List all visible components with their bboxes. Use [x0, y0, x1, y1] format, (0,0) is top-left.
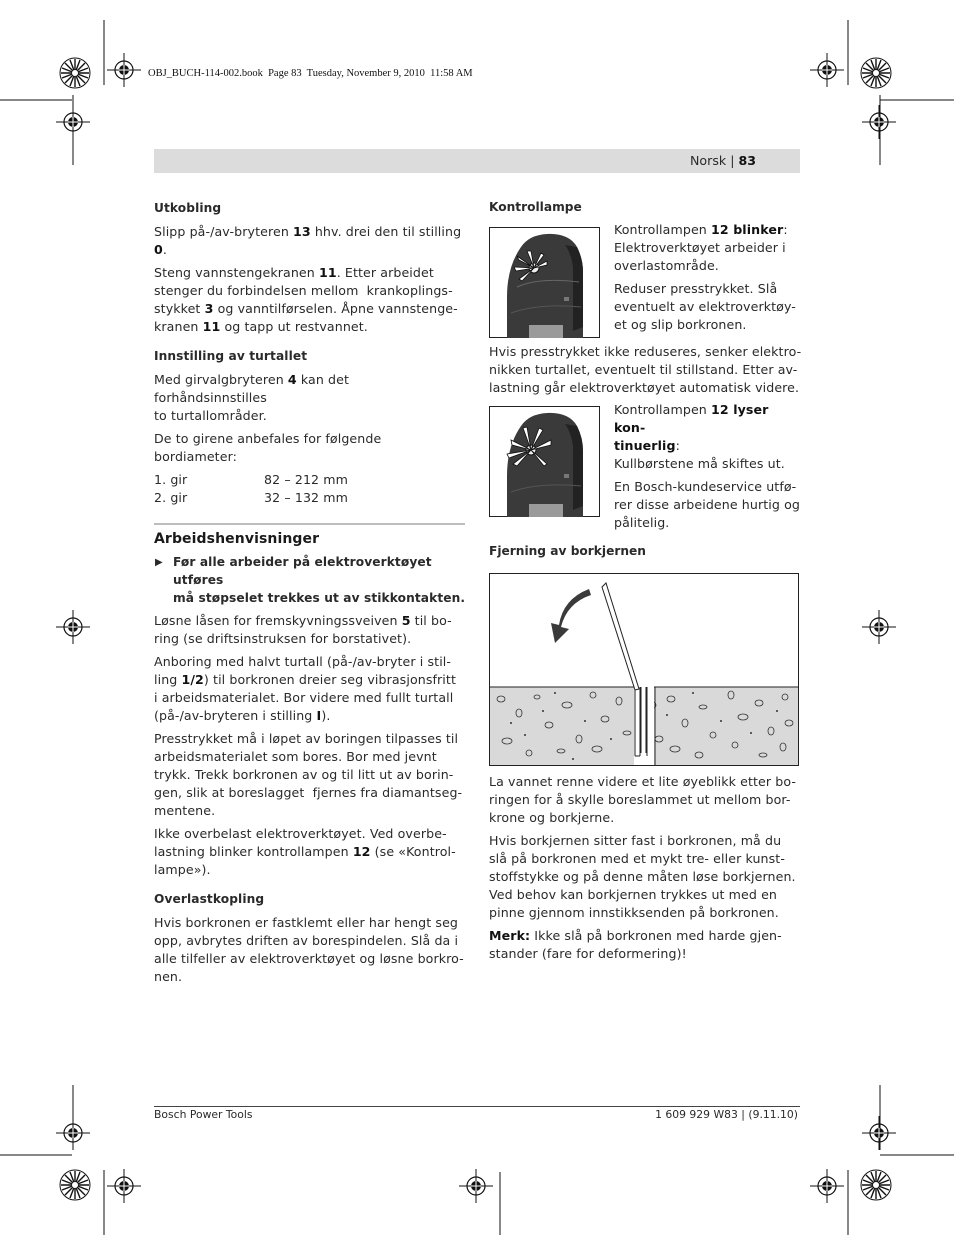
para-fjerning-2: Hvis borkjernen sitter fast i borkronen, må du slå på borkronen med et mykt tre- eller kunst- stoffstykke og på denne måten løse borkjernen. Ved behov kan borkjernen trykkes ut med en pinne gjennom innstikksenden på borkronen.	[489, 833, 796, 920]
para-kontroll-blink: Kontrollampen 12 blinker: Elektroverktøyet arbeider i overlastområde.	[614, 222, 788, 273]
footer-left: Bosch Power Tools	[154, 1108, 253, 1121]
meta-line: OBJ_BUCH-114-002.book Page 83 Tuesday, November 9, 2010 11:58 AM	[148, 68, 473, 79]
tool-illustration-continuous	[489, 406, 600, 517]
gear-row: 2. gir 32 – 132 mm	[154, 490, 349, 505]
para-kontroll-service: En Bosch-kundeservice utfø- rer disse arbeidene hurtig og pålitelig.	[614, 479, 800, 530]
header-separator: |	[730, 153, 735, 168]
page-number: 83	[738, 153, 756, 168]
para-turtall-2: De to girene anbefales for følgende bordiameter:	[154, 431, 382, 464]
tool-illustration-blinking	[489, 227, 600, 338]
para-kontroll-lyser: Kontrollampen 12 lyser kon- tinuerlig: Kullbørstene må skiftes ut.	[614, 402, 785, 471]
running-header	[600, 153, 756, 168]
para-arbeid-2: Anboring med halvt turtall (på-/av-bryter i stil- ling 1/2) til borkronen dreier seg vibrasjonsfritt i arbeidsmaterialet. Bor videre med fullt turtall (på-/av-bryteren i stilling I).	[154, 654, 456, 723]
heading-turtall: Innstilling av turtallet	[154, 349, 308, 363]
heading-fjerning: Fjerning av borkjernen	[489, 544, 646, 558]
kontroll-text-1	[614, 221, 804, 339]
core-removal-illustration	[489, 573, 799, 766]
heading-overlast: Overlastkopling	[154, 892, 265, 906]
para-turtall-1: Med girvalgbryteren 4 kan det forhåndsinnstilles to turtallområder.	[154, 372, 350, 423]
heading-kontrollampe: Kontrollampe	[489, 200, 582, 214]
para-arbeid-3: Presstrykket må i løpet av boringen tilpasses til arbeidsmaterialet som bores. Bor med jevnt trykk. Trekk borkronen av og til litt ut av borin- gen, slik at boreslagget fjernes fra diamantseg- mentene.	[154, 731, 463, 818]
footer-right: 1 609 929 W83 | (9.11.10)	[655, 1108, 798, 1121]
para-arbeid-4: Ikke overbelast elektroverktøyet. Ved overbe- lastning blinker kontrollampen 12 (se «Kontrol- lampe»).	[154, 826, 456, 877]
warning-note: ▶ Før alle arbeider på elektroverktøyet utføres må støpselet trekkes ut av stikkontakten.	[155, 555, 466, 605]
gear-table	[154, 471, 466, 507]
footer-rule	[154, 1106, 800, 1107]
para-arbeid-1: Løsne låsen for fremskyvningssveiven 5 til bo- ring (se driftsinstruksen for borstativet).	[154, 613, 452, 646]
left-column	[154, 199, 466, 991]
para-fjerning-1: La vannet renne videre et lite øyeblikk etter bo- ringen for å skylle boreslammet ut mellom bor- krone og borkjerne.	[489, 774, 797, 825]
kontroll-full-para: Hvis presstrykket ikke reduseres, senker elektro- nikken turtallet, eventuelt til stillstand. Etter av- lastning går elektroverktøyet automatisk videre.	[489, 344, 802, 395]
heading-arbeid: Arbeidshenvisninger	[154, 531, 320, 547]
para-utkobling-1: Slipp på-/av-bryteren 13 hhv. drei den til stilling 0.	[154, 224, 462, 257]
heading-utkobling: Utkobling	[154, 201, 222, 215]
arrow-icon: ▶	[155, 557, 163, 568]
kontroll-text-2	[614, 401, 804, 537]
fjerning-text	[489, 773, 804, 968]
para-utkobling-2: Steng vannstengekranen 11. Etter arbeidet stenger du forbindelsen mellom krankoplings- stykket 3 og vanntilførselen. Åpne vannstenge- kranen 11 og tapp ut restvannet.	[154, 265, 458, 334]
para-kontroll-reduser: Reduser presstrykket. Slå eventuelt av elektroverktøy- et og slip borkronen.	[614, 281, 796, 332]
para-fjerning-3: Merk: Ikke slå på borkronen med harde gjen- stander (fare for deformering)!	[489, 928, 782, 961]
para-overlast: Hvis borkronen er fastklemt eller har hengt seg opp, avbrytes driften av borespindelen. Slå da i alle tilfeller av elektroverktøyet og løsne borkro- nen.	[154, 915, 464, 984]
gear-row: 1. gir 82 – 212 mm	[154, 472, 349, 487]
section-rule	[154, 523, 465, 525]
header-language: Norsk	[690, 153, 727, 168]
